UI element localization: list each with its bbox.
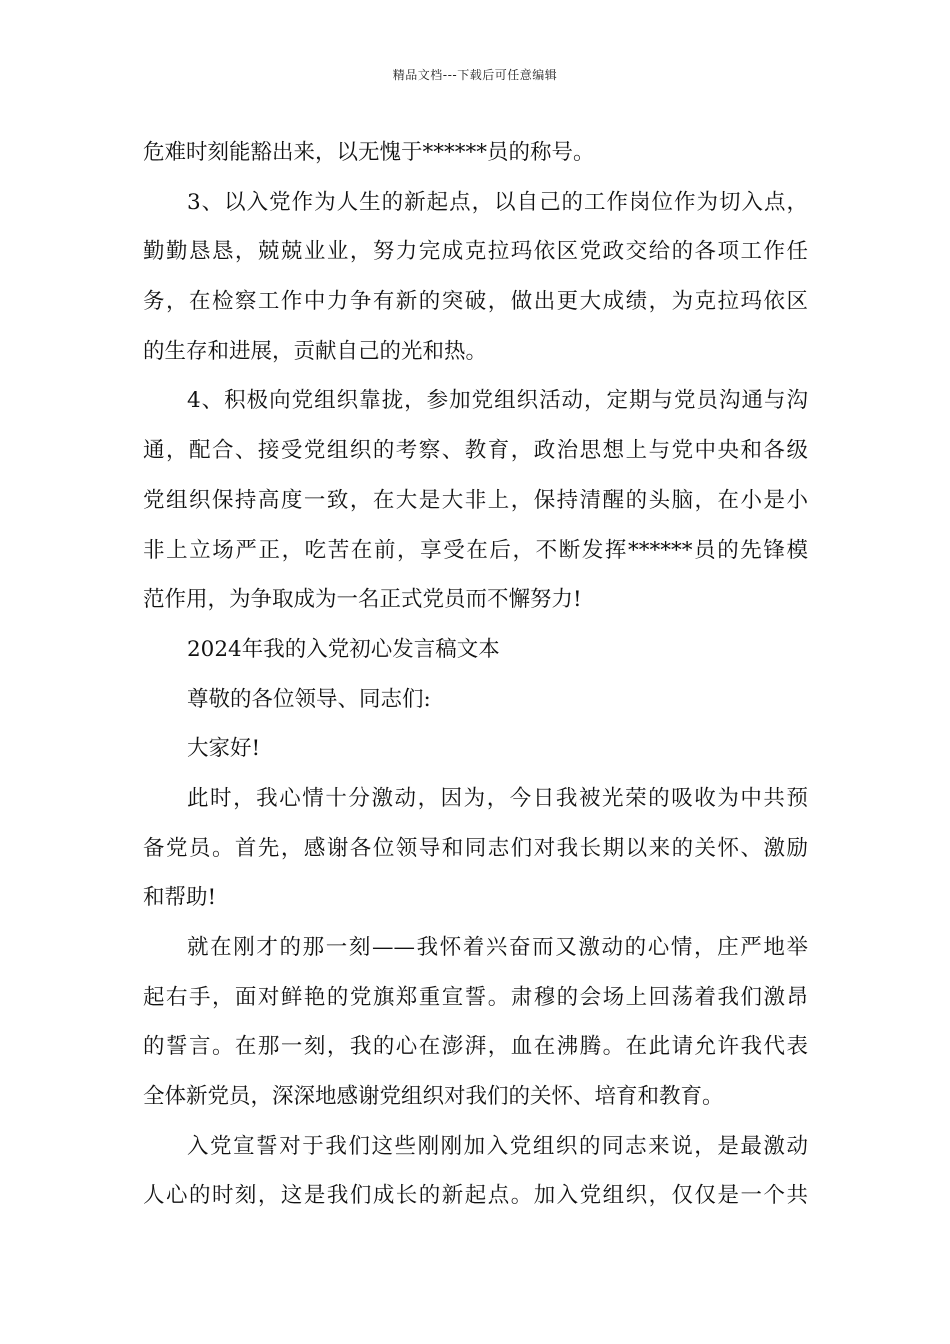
text-line: 尊敬的各位领导、同志们: xyxy=(187,686,431,712)
text-line: 此时，我心情十分激动，因为，今日我被光荣的吸收为中共预 xyxy=(187,785,808,811)
page-header: 精品文档---下载后可任意编辑 xyxy=(392,68,558,82)
text-line: 全体新党员，深深地感谢党组织对我们的关怀、培育和教育。 xyxy=(143,1084,724,1110)
text-line: 4、积极向党组织靠拢，参加党组织活动，定期与党员沟通与沟 xyxy=(187,388,808,414)
text-line: 范作用，为争取成为一名正式党员而不懈努力! xyxy=(143,587,582,613)
text-line: 务，在检察工作中力争有新的突破，做出更大成绩，为克拉玛依区 xyxy=(143,289,808,315)
text-line: 3、以入党作为人生的新起点，以自己的工作岗位作为切入点， xyxy=(187,189,808,215)
text-line: 党组织保持高度一致，在大是大非上，保持清醒的头脑，在小是小 xyxy=(143,487,808,513)
text-line: 的生存和进展，贡献自己的光和热。 xyxy=(143,338,488,364)
text-line: 人心的时刻，这是我们成长的新起点。加入党组织，仅仅是一个共 xyxy=(143,1183,808,1209)
text-line: 起右手，面对鲜艳的党旗郑重宣誓。肃穆的会场上回荡着我们激昂 xyxy=(143,984,808,1010)
text-line: 勤勤恳恳，兢兢业业，努力完成克拉玛依区党政交给的各项工作任 xyxy=(143,239,808,265)
text-line: 2024年我的入党初心发言稿文本 xyxy=(187,636,500,662)
text-line: 就在刚才的那一刻——我怀着兴奋而又激动的心情，庄严地举 xyxy=(187,935,808,960)
text-line: 非上立场严正，吃苦在前，享受在后，不断发挥******员的先锋模 xyxy=(143,537,808,563)
text-line: 的誓言。在那一刻，我的心在澎湃，血在沸腾。在此请允许我代表 xyxy=(143,1034,808,1060)
document-body xyxy=(143,128,808,1221)
text-line: 通，配合、接受党组织的考察、教育，政治思想上与党中央和各级 xyxy=(143,438,808,464)
text-line: 大家好! xyxy=(187,736,261,762)
text-line: 入党宣誓对于我们这些刚刚加入党组织的同志来说，是最激动 xyxy=(187,1133,808,1159)
text-line: 和帮助! xyxy=(143,885,217,911)
text-line: 危难时刻能豁出来，以无愧于******员的称号。 xyxy=(143,140,595,165)
text-line: 备党员。首先，感谢各位领导和同志们对我长期以来的关怀、激励 xyxy=(143,835,808,861)
